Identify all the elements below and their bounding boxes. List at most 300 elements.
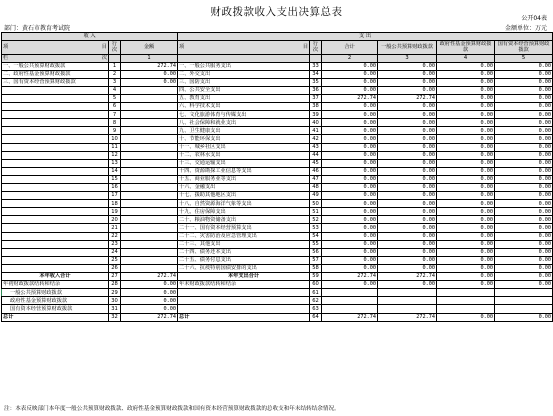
table-row: [2, 111, 553, 119]
expense-row-number: 48: [310, 184, 322, 192]
total-header: 合计: [322, 41, 378, 54]
expense-general: 272.74: [378, 313, 437, 321]
table-row: [2, 200, 553, 208]
income-amount: [121, 135, 178, 143]
expense-general: 0.00: [378, 151, 437, 159]
table-row: [2, 273, 553, 281]
expense-item: 年末财政拨款结转和结余: [178, 281, 310, 289]
expense-total: 0.00: [322, 216, 378, 224]
expense-item: 总计: [178, 313, 310, 321]
expense-general: 0.00: [378, 200, 437, 208]
expense-state: 0.00: [495, 232, 553, 240]
income-amount: [121, 216, 178, 224]
income-item: [2, 224, 109, 232]
expense-total: 0.00: [322, 62, 378, 70]
expense-state: 0.00: [495, 281, 553, 289]
income-item: [2, 240, 109, 248]
expense-general: 0.00: [378, 224, 437, 232]
table-row: [2, 143, 553, 151]
expense-total: 0.00: [322, 151, 378, 159]
expense-state: 0.00: [495, 70, 553, 78]
expense-total: [322, 297, 378, 305]
income-item: [2, 111, 109, 119]
expense-fund: 0.00: [437, 62, 495, 70]
table-row: [2, 305, 553, 313]
expense-total: [322, 305, 378, 313]
income-item: [2, 167, 109, 175]
income-row-number: 30: [109, 297, 121, 305]
income-amount: [121, 159, 178, 167]
expense-fund: [437, 297, 495, 305]
income-row-number: 16: [109, 184, 121, 192]
expense-item: 一、一般公共服务支出: [178, 62, 310, 70]
table-row: [2, 70, 553, 78]
income-item: [2, 184, 109, 192]
expense-general: 0.00: [378, 70, 437, 78]
income-row-number: 4: [109, 86, 121, 94]
income-amount: 0.00: [121, 70, 178, 78]
income-item: 一般公共预算财政拨款: [2, 289, 109, 297]
income-amount: [121, 248, 178, 256]
income-item: [2, 248, 109, 256]
income-amount: [121, 167, 178, 175]
expense-item: [178, 305, 310, 313]
expense-fund: 0.00: [437, 94, 495, 102]
income-row-number: 13: [109, 159, 121, 167]
income-item: [2, 192, 109, 200]
income-row-number: 24: [109, 248, 121, 256]
expense-item: 二十、粮油物资储备支出: [178, 216, 310, 224]
expense-general: 272.74: [378, 273, 437, 281]
expense-general: 0.00: [378, 143, 437, 151]
table-row: [2, 264, 553, 272]
income-amount: 0.00: [121, 281, 178, 289]
expense-total: 0.00: [322, 143, 378, 151]
income-row-number: 26: [109, 264, 121, 272]
expense-general: [378, 289, 437, 297]
income-row-number: 1: [109, 62, 121, 70]
amount-header: 金额: [121, 41, 178, 54]
expense-item: 二十五、债务付息支出: [178, 256, 310, 264]
expense-total: 0.00: [322, 127, 378, 135]
expense-total: 0.00: [322, 111, 378, 119]
table-row: [2, 192, 553, 200]
expense-general: 0.00: [378, 103, 437, 111]
expense-total: 272.74: [322, 273, 378, 281]
expense-state: 0.00: [495, 151, 553, 159]
income-header: 收 入: [2, 33, 178, 41]
expense-state: 0.00: [495, 62, 553, 70]
fund-budget-header: 政府性基金预算财政拨款: [437, 41, 495, 54]
col-number-1: 1: [121, 54, 178, 62]
income-amount: [121, 103, 178, 111]
expense-item: 二十一、国有资本经营预算支出: [178, 224, 310, 232]
expense-general: 0.00: [378, 86, 437, 94]
income-row-number: 9: [109, 127, 121, 135]
table-row: [2, 208, 553, 216]
expense-item: 十、节能环保支出: [178, 135, 310, 143]
expense-item-header: [178, 41, 310, 54]
expense-fund: 0.00: [437, 70, 495, 78]
expense-total: 0.00: [322, 103, 378, 111]
income-hangci-header: 行次: [109, 41, 121, 54]
expense-general: 0.00: [378, 62, 437, 70]
table-row: [2, 256, 553, 264]
income-row-number: 5: [109, 94, 121, 102]
expense-item: 十二、农林水支出: [178, 151, 310, 159]
income-amount: [121, 208, 178, 216]
expense-row-number: 60: [310, 281, 322, 289]
income-amount: 0.00: [121, 305, 178, 313]
table-row: [2, 289, 553, 297]
table-row: [2, 86, 553, 94]
expense-fund: 0.00: [437, 78, 495, 86]
item-left-label: 项: [3, 44, 9, 51]
expense-row-number: 61: [310, 289, 322, 297]
footnote: 注：本表反映部门本年度一般公共预算财政拨款、政府性基金预算财政拨款和国有资本经营预算财政拨款的总收支和年末结转结余情况。: [4, 406, 340, 412]
income-amount: 272.74: [121, 313, 178, 321]
expense-item: 十三、交通运输支出: [178, 159, 310, 167]
income-amount: [121, 256, 178, 264]
expense-row-number: 33: [310, 62, 322, 70]
income-row-number: 20: [109, 216, 121, 224]
expense-item: 十九、住房保障支出: [178, 208, 310, 216]
expense-hangci-header: 行次: [310, 41, 322, 54]
table-row: [2, 184, 553, 192]
expense-general: 0.00: [378, 78, 437, 86]
expense-item: 十五、商业服务业等支出: [178, 175, 310, 183]
expense-fund: 0.00: [437, 256, 495, 264]
income-item: [2, 143, 109, 151]
expense-fund: 0.00: [437, 167, 495, 175]
income-amount: [121, 192, 178, 200]
expense-state: 0.00: [495, 216, 553, 224]
expense-fund: [437, 305, 495, 313]
table-row: [2, 127, 553, 135]
expense-general: 0.00: [378, 240, 437, 248]
exp-item-left-label: 项: [179, 44, 185, 51]
expense-general: 0.00: [378, 119, 437, 127]
expense-state: 0.00: [495, 256, 553, 264]
expense-total: 0.00: [322, 200, 378, 208]
expense-fund: 0.00: [437, 159, 495, 167]
expense-state: 0.00: [495, 159, 553, 167]
expense-item: 三、国防支出: [178, 78, 310, 86]
general-budget-header: 一般公共预算财政拨款: [378, 41, 437, 54]
expense-general: 0.00: [378, 248, 437, 256]
form-number: 公开04表: [521, 15, 547, 22]
expense-total: 0.00: [322, 159, 378, 167]
expense-item: 十四、资源勘探工业信息等支出: [178, 167, 310, 175]
income-item: [2, 216, 109, 224]
income-row-number: 27: [109, 273, 121, 281]
income-item: 一、一般公共预算财政拨款: [2, 62, 109, 70]
income-amount: [121, 200, 178, 208]
table-row: [2, 135, 553, 143]
expense-general: 0.00: [378, 192, 437, 200]
expense-general: 0.00: [378, 281, 437, 289]
expense-state: [495, 297, 553, 305]
table-row: [2, 281, 553, 289]
income-item: 国有资本经营预算财政拨款: [2, 305, 109, 313]
income-item: 政府性基金预算财政拨款: [2, 297, 109, 305]
income-row-number: 23: [109, 240, 121, 248]
lan-label: 栏: [3, 54, 9, 61]
table-row: [2, 224, 553, 232]
expense-fund: 0.00: [437, 184, 495, 192]
expense-general: [378, 297, 437, 305]
expense-row-number: 37: [310, 94, 322, 102]
income-amount: [121, 143, 178, 151]
income-amount: [121, 119, 178, 127]
table-row: [2, 62, 553, 70]
table-row: [2, 103, 553, 111]
expense-item: 二、外交支出: [178, 70, 310, 78]
expense-state: 0.00: [495, 240, 553, 248]
expense-fund: 0.00: [437, 135, 495, 143]
income-amount: [121, 232, 178, 240]
income-row-number: 11: [109, 143, 121, 151]
col-number-3: 3: [378, 54, 437, 62]
blank-cell: [310, 54, 322, 62]
expense-row-number: 44: [310, 151, 322, 159]
expense-state: 0.00: [495, 127, 553, 135]
expense-row-number: 55: [310, 240, 322, 248]
expense-row-number: 51: [310, 208, 322, 216]
table-row: [2, 232, 553, 240]
income-amount: [121, 127, 178, 135]
income-item: [2, 103, 109, 111]
expense-fund: 0.00: [437, 224, 495, 232]
col-number-4: 4: [437, 54, 495, 62]
expense-total: [322, 289, 378, 297]
expense-row-number: 34: [310, 70, 322, 78]
income-amount: 0.00: [121, 289, 178, 297]
income-item: [2, 232, 109, 240]
expense-fund: 0.00: [437, 111, 495, 119]
income-amount: [121, 111, 178, 119]
expense-row-number: 35: [310, 78, 322, 86]
expense-general: 0.00: [378, 264, 437, 272]
expense-state: 0.00: [495, 313, 553, 321]
income-row-number: 7: [109, 111, 121, 119]
expense-total: 0.00: [322, 184, 378, 192]
expense-state: 0.00: [495, 192, 553, 200]
expense-total: 0.00: [322, 208, 378, 216]
department-label: 部门：黄石市教育考试院: [4, 25, 71, 32]
blank-cell: [109, 54, 121, 62]
ci-label: 次: [101, 54, 107, 61]
expense-row-number: 38: [310, 103, 322, 111]
expense-general: 0.00: [378, 208, 437, 216]
income-amount: [121, 264, 178, 272]
income-item: [2, 151, 109, 159]
expense-row-number: 49: [310, 192, 322, 200]
table-row: [2, 313, 553, 321]
expense-item: [178, 289, 310, 297]
income-item: 年初财政拨款结转和结余: [2, 281, 109, 289]
expense-fund: 0.00: [437, 232, 495, 240]
report-title: 财政拨款收入支出决算总表: [210, 6, 343, 18]
expense-fund: 0.00: [437, 248, 495, 256]
income-amount: [121, 184, 178, 192]
income-item: [2, 86, 109, 94]
expense-item: 八、社会保障和就业支出: [178, 119, 310, 127]
income-item: 三、国有资本经营预算财政拨款: [2, 78, 109, 86]
income-item: [2, 256, 109, 264]
income-amount: 0.00: [121, 78, 178, 86]
expense-state: [495, 305, 553, 313]
expense-row-number: 36: [310, 86, 322, 94]
expense-total: 0.00: [322, 167, 378, 175]
income-item: [2, 119, 109, 127]
expense-fund: 0.00: [437, 264, 495, 272]
expense-item: 二十六、抗疫特别国债安排的支出: [178, 264, 310, 272]
expense-general: 0.00: [378, 232, 437, 240]
finance-table: [1, 32, 553, 322]
table-row: [2, 151, 553, 159]
expense-row-number: 56: [310, 248, 322, 256]
income-amount: [121, 86, 178, 94]
income-amount: 272.74: [121, 62, 178, 70]
expense-fund: 0.00: [437, 86, 495, 94]
expense-fund: 0.00: [437, 151, 495, 159]
table-row: [2, 248, 553, 256]
expense-fund: 0.00: [437, 240, 495, 248]
income-item: [2, 175, 109, 183]
expense-row-number: 50: [310, 200, 322, 208]
expense-item: 十七、援助其他地区支出: [178, 192, 310, 200]
expense-state: 0.00: [495, 86, 553, 94]
table-row: [2, 167, 553, 175]
income-row-number: 31: [109, 305, 121, 313]
expense-total: 0.00: [322, 281, 378, 289]
expense-fund: [437, 289, 495, 297]
income-row-number: 10: [109, 135, 121, 143]
expense-row-number: 45: [310, 159, 322, 167]
expense-state: 0.00: [495, 273, 553, 281]
expense-item: 二十四、债务还本支出: [178, 248, 310, 256]
expense-item: 五、教育支出: [178, 94, 310, 102]
expense-item: 十六、金融支出: [178, 184, 310, 192]
expense-item: 九、卫生健康支出: [178, 127, 310, 135]
expense-state: 0.00: [495, 135, 553, 143]
expense-item: 十一、城乡社区支出: [178, 143, 310, 151]
income-row-number: 29: [109, 289, 121, 297]
expense-total: 0.00: [322, 248, 378, 256]
income-item: [2, 127, 109, 135]
expense-row-number: 64: [310, 313, 322, 321]
expense-state: 0.00: [495, 119, 553, 127]
income-row-number: 32: [109, 313, 121, 321]
table-row: [2, 94, 553, 102]
income-item-header: [2, 41, 109, 54]
income-item: [2, 200, 109, 208]
income-row-number: 22: [109, 232, 121, 240]
expense-state: 0.00: [495, 94, 553, 102]
expense-row-number: 39: [310, 111, 322, 119]
expense-item: [178, 297, 310, 305]
expense-total: 0.00: [322, 264, 378, 272]
state-capital-header: 国有资本经营预算财政拨款: [495, 41, 553, 54]
table-row: [2, 240, 553, 248]
income-amount: [121, 224, 178, 232]
income-amount: [121, 94, 178, 102]
expense-total: 0.00: [322, 78, 378, 86]
expense-item: 四、公共安全支出: [178, 86, 310, 94]
expense-total: 0.00: [322, 240, 378, 248]
table-row: [2, 297, 553, 305]
income-row-number: 17: [109, 192, 121, 200]
blank-cell: [178, 54, 310, 62]
expense-row-number: 40: [310, 119, 322, 127]
income-row-number: 6: [109, 103, 121, 111]
income-row-number: 14: [109, 167, 121, 175]
exp-item-right-label: 目: [302, 44, 309, 51]
expense-state: 0.00: [495, 175, 553, 183]
col-number-2: 2: [322, 54, 378, 62]
expense-general: 0.00: [378, 175, 437, 183]
expense-total: 272.74: [322, 94, 378, 102]
expense-item: 六、科学技术支出: [178, 103, 310, 111]
income-row-number: 25: [109, 256, 121, 264]
income-item: 二、政府性基金预算财政拨款: [2, 70, 109, 78]
expense-fund: 0.00: [437, 143, 495, 151]
expense-total: 0.00: [322, 192, 378, 200]
table-row: [2, 78, 553, 86]
expense-total: 0.00: [322, 86, 378, 94]
expense-fund: 0.00: [437, 127, 495, 135]
income-item: 本年收入合计: [2, 273, 109, 281]
expense-total: 0.00: [322, 224, 378, 232]
expense-row-number: 47: [310, 175, 322, 183]
unit-label: 金额单位：万元: [504, 25, 547, 32]
table-row: [2, 175, 553, 183]
expense-general: 0.00: [378, 167, 437, 175]
expense-total: 0.00: [322, 256, 378, 264]
expense-header: 支 出: [178, 33, 553, 41]
expense-row-number: 52: [310, 216, 322, 224]
income-item: [2, 135, 109, 143]
expense-total: 0.00: [322, 135, 378, 143]
expense-general: 272.74: [378, 94, 437, 102]
expense-row-number: 62: [310, 297, 322, 305]
expense-item: 七、文化旅游体育与传媒支出: [178, 111, 310, 119]
income-item: [2, 208, 109, 216]
expense-row-number: 41: [310, 127, 322, 135]
expense-fund: 0.00: [437, 273, 495, 281]
expense-row-number: 57: [310, 256, 322, 264]
expense-general: 0.00: [378, 216, 437, 224]
col-number-5: 5: [495, 54, 553, 62]
expense-row-number: 63: [310, 305, 322, 313]
expense-total: 0.00: [322, 232, 378, 240]
expense-general: 0.00: [378, 111, 437, 119]
expense-row-number: 46: [310, 167, 322, 175]
expense-fund: 0.00: [437, 119, 495, 127]
item-right-label: 目: [101, 44, 107, 51]
expense-item: 本年支出合计: [178, 273, 310, 281]
expense-state: 0.00: [495, 224, 553, 232]
expense-general: 0.00: [378, 184, 437, 192]
expense-row-number: 42: [310, 135, 322, 143]
expense-state: 0.00: [495, 78, 553, 86]
expense-item: 二十三、其他支出: [178, 240, 310, 248]
expense-total: 272.74: [322, 313, 378, 321]
expense-fund: 0.00: [437, 281, 495, 289]
income-amount: [121, 240, 178, 248]
expense-state: 0.00: [495, 200, 553, 208]
